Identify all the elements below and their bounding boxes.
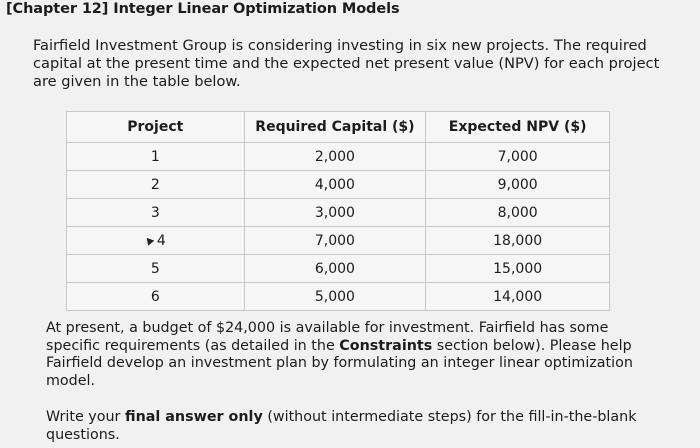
header-project: Project (67, 112, 245, 143)
npv-cell: 8,000 (426, 199, 610, 227)
capital-cell: 6,000 (244, 255, 426, 283)
project-cell: 6 (67, 283, 245, 311)
project-cell: 3 (67, 199, 245, 227)
project-cell: 5 (67, 255, 245, 283)
capital-cell: 5,000 (244, 283, 426, 311)
capital-cell: 2,000 (244, 143, 426, 171)
project-number: 4 (156, 232, 166, 249)
header-required-capital: Required Capital ($) (244, 112, 426, 143)
npv-cell: 14,000 (426, 283, 610, 311)
table-row (67, 255, 610, 283)
table-row (67, 143, 610, 171)
project-cell (67, 227, 245, 255)
budget-text-start: At present, a budget of $24,000 is available for investment. Fairfield has some specific requirements (as detailed in the (46, 320, 609, 354)
capital-cell: 3,000 (244, 199, 426, 227)
note-text-end: (without intermediate steps) for the fill-in-the-blank questions. (46, 409, 637, 443)
constraints-keyword: Constraints (339, 337, 433, 354)
project-cell: 2 (67, 171, 245, 199)
npv-cell: 9,000 (426, 171, 610, 199)
npv-cell: 18,000 (426, 227, 610, 255)
problem-intro: Fairfield Investment Group is considering investing in six new projects. The required capital at the present time and the expected net present value (NPV) for each project are given in the table below. (33, 37, 660, 90)
note-text-start: Write your (46, 409, 125, 425)
mouse-cursor-icon (144, 235, 155, 246)
table-row (67, 227, 610, 255)
project-table (66, 111, 610, 311)
final-answer-note (46, 409, 646, 444)
chapter-heading: [Chapter 12] Integer Linear Optimization Models (6, 1, 400, 17)
table-row (67, 199, 610, 227)
header-expected-npv: Expected NPV ($) (426, 112, 610, 143)
budget-text-end: section below). Please help Fairfield develop an investment plan by formulating an integer linear optimization model. (46, 337, 633, 389)
capital-cell: 7,000 (244, 227, 426, 255)
budget-paragraph (46, 320, 646, 390)
table-header-row (67, 112, 610, 143)
npv-cell: 7,000 (426, 143, 610, 171)
npv-cell: 15,000 (426, 255, 610, 283)
capital-cell: 4,000 (244, 171, 426, 199)
project-cell: 1 (67, 143, 245, 171)
table-row (67, 171, 610, 199)
final-answer-keyword: final answer only (124, 409, 263, 425)
table-row (67, 283, 610, 311)
